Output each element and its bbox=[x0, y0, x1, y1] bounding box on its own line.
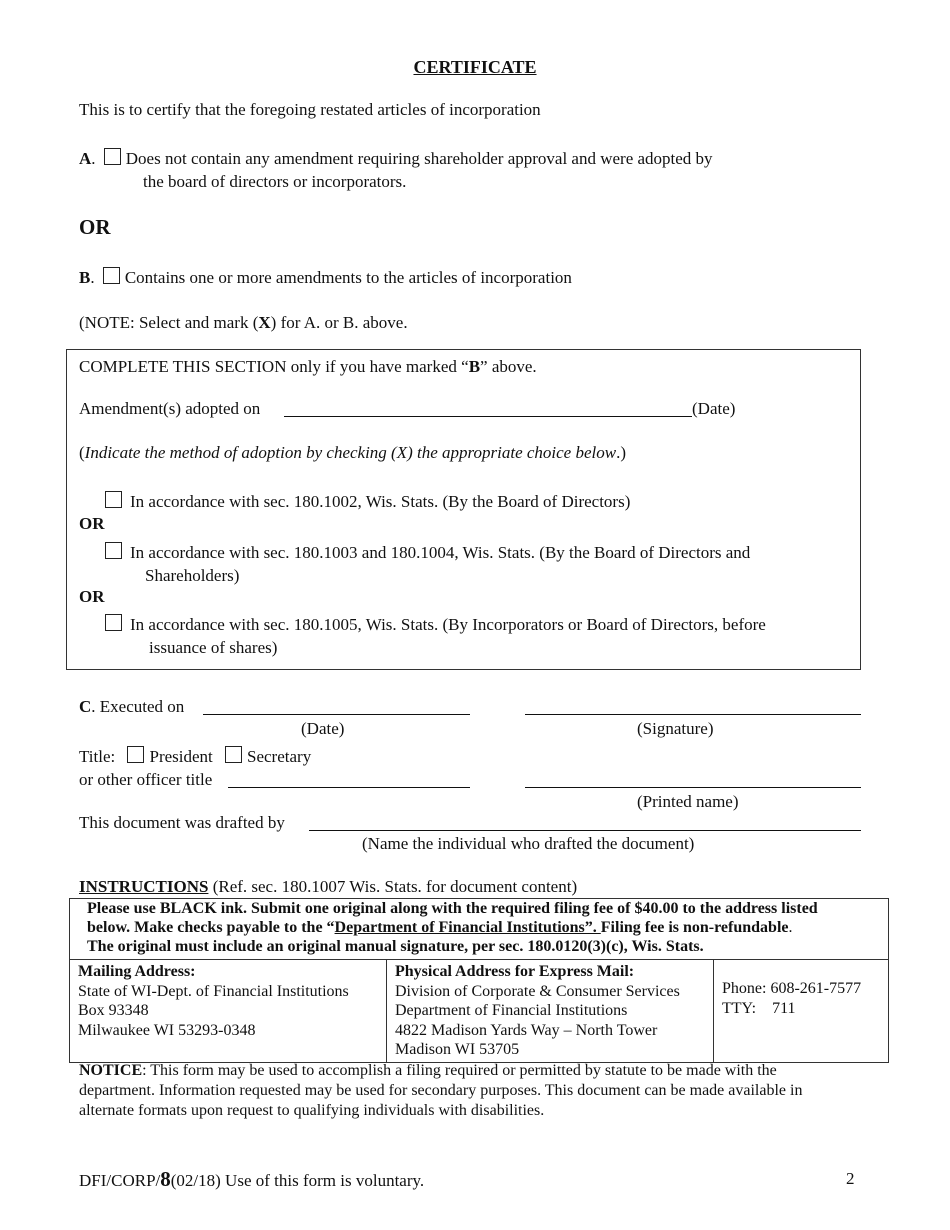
choice-1-text: In accordance with sec. 180.1002, Wis. Stats. (By the Board of Directors) bbox=[130, 492, 631, 511]
option-a-checkbox[interactable] bbox=[104, 148, 121, 165]
choice-2 bbox=[105, 542, 750, 563]
option-b-text: Contains one or more amendments to the articles of incorporation bbox=[124, 268, 572, 287]
title-label: Title: bbox=[79, 747, 116, 766]
form-footer: DFI/CORP/8(02/18) Use of this form is voluntary. bbox=[79, 1167, 425, 1191]
or-separator-1: OR bbox=[79, 514, 105, 533]
choice-1 bbox=[105, 491, 630, 512]
option-a-text-line2: the board of directors or incorporators. bbox=[143, 172, 407, 191]
printed-name-field[interactable] bbox=[525, 787, 861, 788]
choice-2-text: In accordance with sec. 180.1003 and 180.1004, Wis. Stats. (By the Board of Directors and bbox=[130, 543, 751, 562]
page-number: 2 bbox=[846, 1169, 855, 1188]
address-table bbox=[69, 959, 889, 1063]
other-title-field[interactable] bbox=[228, 787, 470, 788]
instructions-line1: Please use BLACK ink. Submit one original along with the required filing fee of $40.00 to the address listed bbox=[87, 900, 818, 917]
secretary-checkbox[interactable] bbox=[225, 746, 242, 763]
note-text: (NOTE: Select and mark (X) for A. or B. above. bbox=[79, 313, 408, 332]
choice-3-text-line2: issuance of shares) bbox=[149, 638, 278, 657]
option-b-checkbox[interactable] bbox=[103, 267, 120, 284]
page-title: CERTIFICATE bbox=[413, 57, 537, 77]
phone-cell: Phone: 608-261-7577 TTY: 711 bbox=[714, 960, 889, 1063]
choice-3-checkbox[interactable] bbox=[105, 614, 122, 631]
instructions-line2: below. Make checks payable to the “Department of Financial Institutions”. Filing fee is non-refundable. bbox=[87, 919, 793, 936]
notice-line3: alternate formats upon request to qualifying individuals with disabilities. bbox=[79, 1102, 545, 1119]
secretary-label: Secretary bbox=[247, 747, 312, 766]
choice-2-checkbox[interactable] bbox=[105, 542, 122, 559]
drafted-by-field[interactable] bbox=[309, 830, 861, 831]
signature-caption: (Signature) bbox=[637, 719, 714, 738]
instructions-heading: INSTRUCTIONS (Ref. sec. 180.1007 Wis. Stats. for document content) bbox=[79, 877, 578, 896]
executed-date-caption: (Date) bbox=[301, 719, 345, 738]
intro-text: This is to certify that the foregoing restated articles of incorporation bbox=[79, 100, 541, 119]
amendment-date-caption: (Date) bbox=[692, 399, 736, 418]
instructions-line3: The original must include an original manual signature, per sec. 180.0120(3)(c), Wis. Stats. bbox=[87, 938, 704, 955]
amendment-date-field[interactable] bbox=[284, 416, 692, 417]
option-b: B. Contains one or more amendments to the articles of incorporation bbox=[79, 268, 572, 287]
option-a-text: Does not contain any amendment requiring shareholder approval and were adopted by bbox=[125, 149, 713, 168]
choice-2-text-line2: Shareholders) bbox=[145, 566, 240, 585]
drafted-by-label: This document was drafted by bbox=[79, 813, 285, 832]
executed-date-field[interactable] bbox=[203, 714, 470, 715]
other-title-label: or other officer title bbox=[79, 770, 213, 789]
choice-3 bbox=[105, 614, 766, 635]
or-separator: OR bbox=[79, 215, 111, 239]
notice-line2: department. Information requested may be used for secondary purposes. This document can be made available in bbox=[79, 1082, 803, 1099]
mailing-address-cell: Mailing Address: State of WI-Dept. of Financial Institutions Box 93348 Milwaukee WI 53293-0348 bbox=[70, 960, 387, 1063]
executed-label: C. Executed on bbox=[79, 697, 185, 716]
option-b-letter: B bbox=[79, 268, 91, 287]
choice-1-checkbox[interactable] bbox=[105, 491, 122, 508]
adoption-instruction: (Indicate the method of adoption by checking (X) the appropriate choice below.) bbox=[79, 443, 627, 462]
president-checkbox[interactable] bbox=[127, 746, 144, 763]
printed-name-caption: (Printed name) bbox=[637, 792, 739, 811]
option-a: A. Does not contain any amendment requiring shareholder approval and were adopted by bbox=[79, 149, 713, 168]
amendment-adopted-label: Amendment(s) adopted on bbox=[79, 399, 261, 418]
or-separator-2: OR bbox=[79, 587, 105, 606]
physical-address-cell: Physical Address for Express Mail: Division of Corporate & Consumer Services Department of Financial Institutions 4822 Madison Yards Way – North Tower Madison WI 53705 bbox=[387, 960, 714, 1063]
drafted-by-caption: (Name the individual who drafted the document) bbox=[362, 834, 695, 853]
signature-field[interactable] bbox=[525, 714, 861, 715]
section-b-header: COMPLETE THIS SECTION only if you have marked “B” above. bbox=[79, 357, 537, 376]
choice-3-text: In accordance with sec. 180.1005, Wis. Stats. (By Incorporators or Board of Directors, before bbox=[130, 615, 766, 634]
title-row bbox=[79, 746, 311, 767]
president-label: President bbox=[149, 747, 213, 766]
notice-line1: NOTICE: This form may be used to accomplish a filing required or permitted by statute to be made with the bbox=[79, 1062, 777, 1079]
option-a-letter: A bbox=[79, 149, 92, 168]
